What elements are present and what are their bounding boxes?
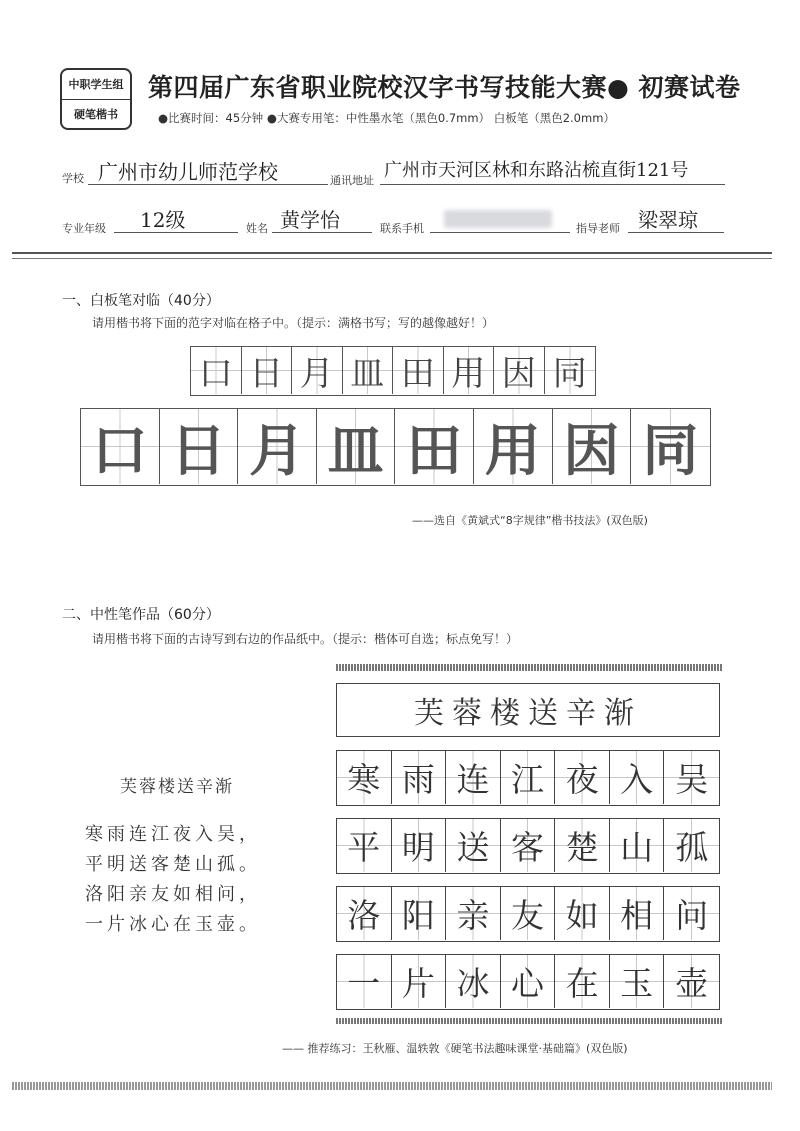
work-char-cell: 阳 xyxy=(392,887,447,940)
work-char-cell: 壶 xyxy=(664,955,719,1008)
written-char-cell: 因 xyxy=(553,409,632,484)
school-label: 学校 xyxy=(62,172,84,185)
work-title: 芙蓉楼送辛渐 xyxy=(414,696,642,731)
written-char-cell: 月 xyxy=(238,409,317,484)
work-char-cell: 明 xyxy=(392,819,447,872)
work-row xyxy=(336,750,720,806)
work-char-cell: 山 xyxy=(610,819,665,872)
work-char-cell: 江 xyxy=(501,751,556,804)
work-char-cell: 雨 xyxy=(392,751,447,804)
badge-bottom-text: 硬笔楷书 xyxy=(74,107,118,121)
work-char-cell: 心 xyxy=(501,955,556,1008)
header-divider-thin xyxy=(12,258,772,259)
grade-label: 专业年级 xyxy=(62,222,106,235)
written-char-cell: 日 xyxy=(160,409,239,484)
section1-note: 请用楷书将下面的范字对临在格子中。（提示：满格书写；写的越像越好！） xyxy=(92,316,495,330)
name-field xyxy=(272,204,372,233)
work-paper-top-border xyxy=(336,664,722,671)
work-char-cell: 夜 xyxy=(555,751,610,804)
name-label: 姓名 xyxy=(246,222,268,235)
redacted-phone xyxy=(444,210,552,228)
work-char-cell: 入 xyxy=(610,751,665,804)
section1-title: 一、白板笔对临（40分） xyxy=(62,293,220,309)
written-char-cell: 用 xyxy=(474,409,553,484)
work-char-cell: 友 xyxy=(501,887,556,940)
work-char-cell: 一 xyxy=(337,955,392,1008)
work-row xyxy=(336,818,720,874)
poem-line: 一片冰心在玉壶。 xyxy=(85,914,261,935)
teacher-field xyxy=(628,204,724,233)
work-char-cell: 寒 xyxy=(337,751,392,804)
model-char-cell: 因 xyxy=(494,347,545,394)
work-row xyxy=(336,886,720,942)
address-field xyxy=(380,156,725,185)
model-char-cell: 皿 xyxy=(343,347,394,394)
section1-credit: ——选自《黄斌式“8字规律”楷书技法》(双色版) xyxy=(412,514,648,527)
work-char-cell: 亲 xyxy=(446,887,501,940)
work-char-cell: 客 xyxy=(501,819,556,872)
exam-subtitle: ●比赛时间：45分钟 ●大赛专用笔：中性墨水笔（黑色0.7mm） 白板笔（黑色2.0mm） xyxy=(158,111,615,125)
poem-line: 平明送客楚山孤。 xyxy=(85,854,261,875)
work-char-cell: 冰 xyxy=(446,955,501,1008)
work-char-cell: 片 xyxy=(392,955,447,1008)
written-char-cell: 田 xyxy=(395,409,474,484)
model-char-cell: 日 xyxy=(242,347,293,394)
written-char-cell: 口 xyxy=(81,409,160,484)
work-title-box xyxy=(336,683,720,737)
model-char-cell: 同 xyxy=(545,347,596,394)
poem-line: 寒雨连江夜入吴， xyxy=(85,824,261,845)
badge-top-text: 中职学生组 xyxy=(62,70,130,100)
work-row xyxy=(336,954,720,1010)
work-paper-bottom-border xyxy=(336,1018,722,1024)
work-char-cell: 相 xyxy=(610,887,665,940)
model-char-grid xyxy=(190,346,596,396)
model-char-cell: 口 xyxy=(191,347,242,394)
category-badge xyxy=(60,68,132,130)
school-field xyxy=(88,156,328,185)
phone-label: 联系手机 xyxy=(380,222,424,235)
work-char-cell: 问 xyxy=(664,887,719,940)
model-char-cell: 田 xyxy=(393,347,444,394)
work-char-cell: 在 xyxy=(555,955,610,1008)
work-char-cell: 玉 xyxy=(610,955,665,1008)
grade-value: 12级 xyxy=(140,208,186,232)
written-char-grid xyxy=(80,408,711,486)
written-char-cell: 皿 xyxy=(317,409,396,484)
section2-title: 二、中性笔作品（60分） xyxy=(62,607,220,623)
address-value: 广州市天河区林和东路沾梳直街121号 xyxy=(384,160,689,181)
teacher-value: 梁翠琼 xyxy=(638,208,698,232)
section2-credit: —— 推荐练习：王秋雁、温轶敦《硬笔书法趣味课堂·基础篇》(双色版) xyxy=(282,1042,628,1055)
work-char-cell: 平 xyxy=(337,819,392,872)
model-char-cell: 用 xyxy=(444,347,495,394)
poem-title: 芙蓉楼送辛渐 xyxy=(120,777,234,797)
name-value: 黄学怡 xyxy=(280,208,340,232)
work-char-cell: 如 xyxy=(555,887,610,940)
footer-border xyxy=(12,1082,772,1090)
address-label: 通讯地址 xyxy=(330,174,374,187)
phone-field xyxy=(430,204,570,233)
written-char-cell: 同 xyxy=(631,409,710,484)
header-divider xyxy=(12,252,772,254)
section2-note: 请用楷书将下面的古诗写到右边的作品纸中。（提示：楷体可自选；标点免写！） xyxy=(92,632,519,646)
school-value: 广州市幼儿师范学校 xyxy=(98,160,278,184)
work-char-cell: 洛 xyxy=(337,887,392,940)
work-char-cell: 送 xyxy=(446,819,501,872)
poem-line: 洛阳亲友如相问， xyxy=(85,884,261,905)
teacher-label: 指导老师 xyxy=(576,222,620,235)
work-char-cell: 连 xyxy=(446,751,501,804)
work-char-cell: 孤 xyxy=(664,819,719,872)
work-char-cell: 吴 xyxy=(664,751,719,804)
exam-title: 第四届广东省职业院校汉字书写技能大赛● 初赛试卷 xyxy=(148,73,741,102)
grade-field xyxy=(114,204,238,233)
work-char-cell: 楚 xyxy=(555,819,610,872)
model-char-cell: 月 xyxy=(292,347,343,394)
